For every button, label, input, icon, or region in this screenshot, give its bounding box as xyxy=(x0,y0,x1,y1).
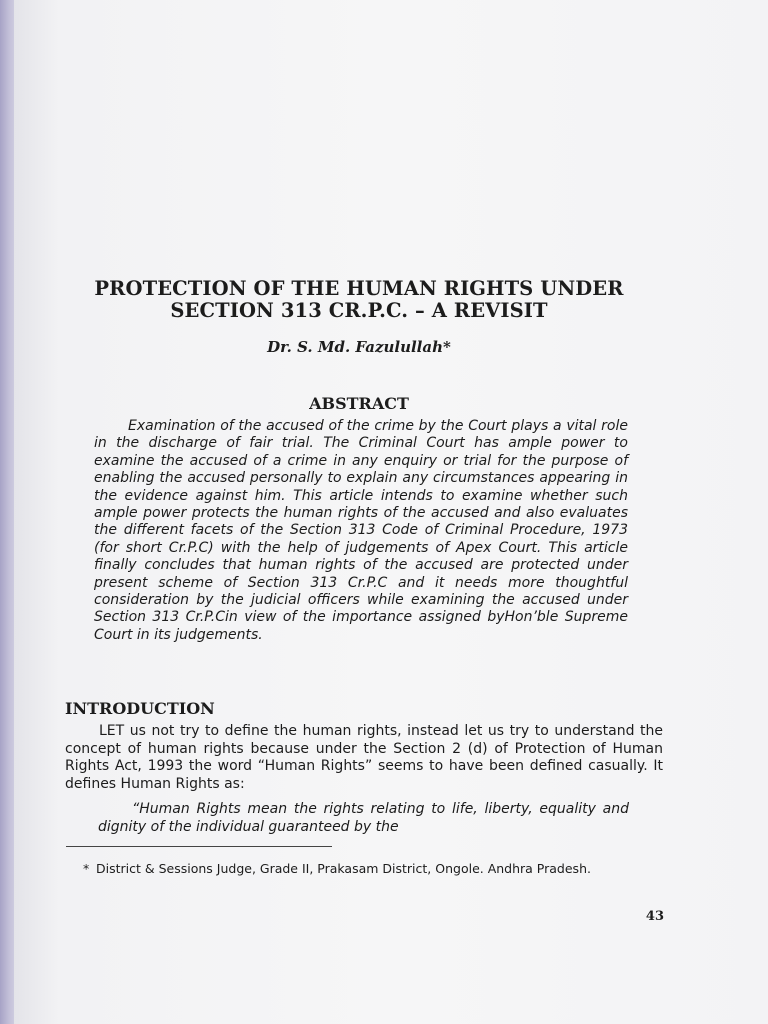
page-number: 43 xyxy=(645,909,664,924)
abstract-paragraph: Examination of the accused of the crime by the Court plays a vital role in the discharge of fair trial. The Criminal Court has ample power to examine the accused of a crime in any enquiry or trial for the purpose of enabling the accused personally to explain any circumstances appearing in the evidence against him. This article intends to examine whether such ample power protects the human rights of the accused and also evaluates the different facets of the Section 313 Code of Criminal Procedure, 1973 (for short Cr.P.C) with the help of judgements of Apex Court. This article finally concludes that human rights of the accused are protected under present scheme of Section 313 Cr.P.C and it needs more thoughtful consideration by the judicial officers while examining the accused under Section 313 Cr.P.Cin view of the importance assigned byHon’ble Supreme Court in its judgements. xyxy=(94,418,628,643)
title-line-2: SECTION 313 CR.P.C. – A REVISIT xyxy=(170,299,548,322)
article-title xyxy=(54,278,664,322)
author-name: Dr. S. Md. Fazulullah* xyxy=(267,338,451,356)
footnote-divider xyxy=(66,846,332,847)
abstract-heading: ABSTRACT xyxy=(309,394,409,413)
footnote xyxy=(83,860,666,877)
footnote-marker: * xyxy=(83,861,90,876)
book-page xyxy=(14,0,768,1024)
introduction-text xyxy=(65,723,663,793)
footnote-text: District & Sessions Judge, Grade II, Prakasam District, Ongole. Andhra Pradesh. xyxy=(96,861,591,876)
introduction-paragraph: LET us not try to define the human rights, instead let us try to understand the concept of human rights because under the Section 2 (d) of Protection of Human Rights Act, 1993 the word “Human Rights” seems to have been defined casually. It defines Human Rights as: xyxy=(65,723,663,792)
quote-text: “Human Rights mean the rights relating to life, liberty, equality and dignity of the individual guaranteed by the xyxy=(98,801,629,835)
introduction-heading: INTRODUCTION xyxy=(65,699,215,718)
title-line-1: PROTECTION OF THE HUMAN RIGHTS UNDER xyxy=(94,277,624,300)
definition-quote xyxy=(98,800,629,836)
abstract-text xyxy=(94,418,628,644)
